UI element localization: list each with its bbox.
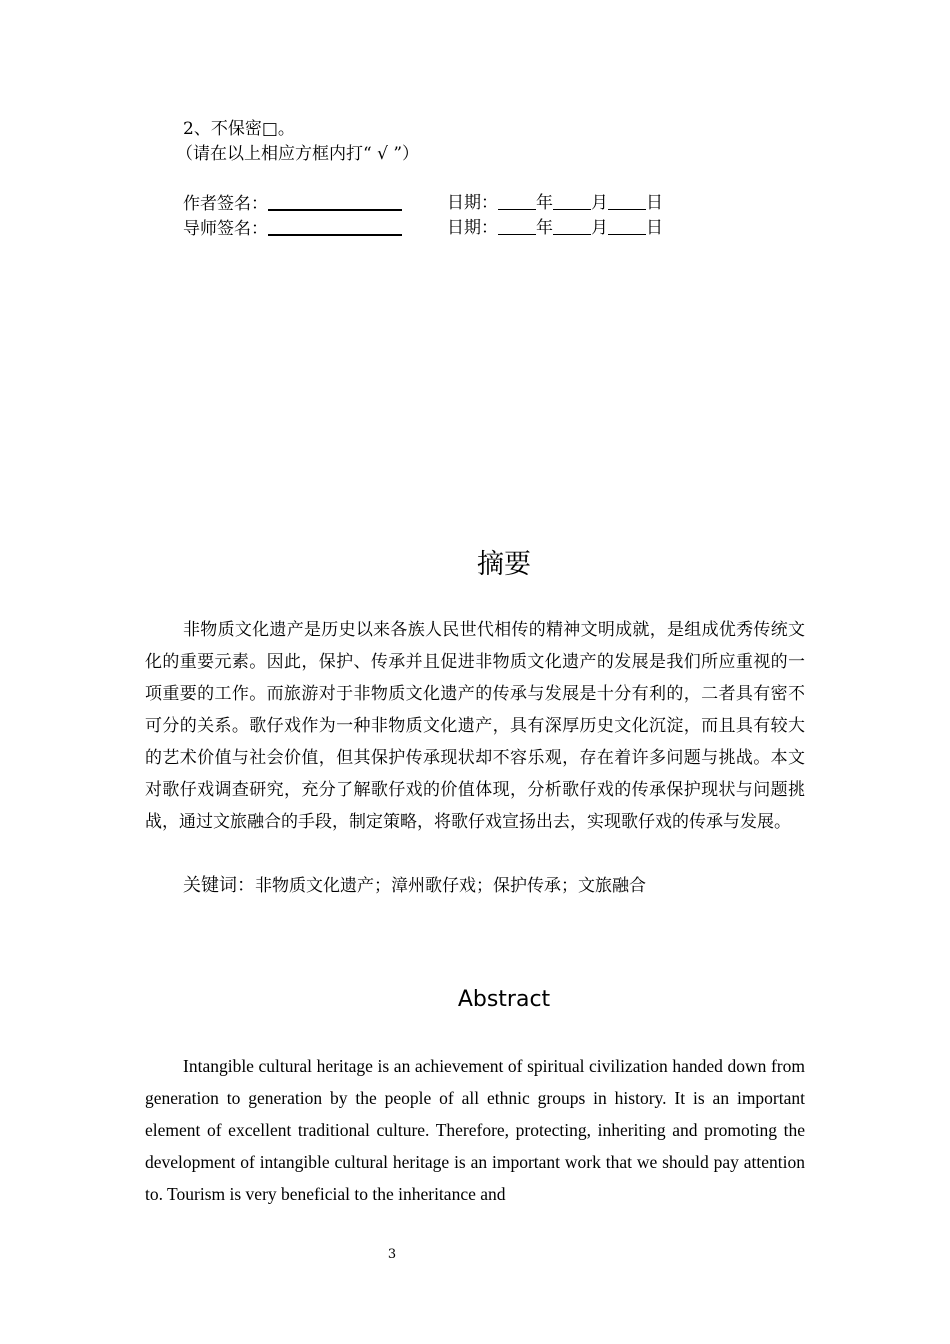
author-year-label: 年 xyxy=(536,193,553,213)
keywords-text: 非物质文化遗产；漳州歌仔戏；保护传承；文旅融合 xyxy=(255,876,646,896)
author-year-field[interactable] xyxy=(498,191,536,210)
supervisor-year-label: 年 xyxy=(536,218,553,238)
supervisor-signature-field[interactable] xyxy=(268,216,402,236)
keywords-line xyxy=(183,870,646,902)
supervisor-signature-row xyxy=(183,216,402,241)
abstract-en-body: Intangible cultural heritage is an achievement of spiritual civilization handed down from generation to generation by the people of all ethnic groups in history. It is an important element of excellent traditional culture. Therefore, protecting, inheriting and promoting the development of intangible cultural heritage is an important work that we should pay attention to. Tourism is very beneficial to the inheritance and xyxy=(145,1056,805,1204)
supervisor-month-label: 月 xyxy=(591,218,608,238)
author-date-row xyxy=(447,191,663,215)
author-month-label: 月 xyxy=(591,193,608,213)
supervisor-date-row xyxy=(447,216,663,240)
supervisor-date-label: 日期： xyxy=(447,218,498,238)
page-number: 3 xyxy=(387,1247,397,1262)
abstract-zh-title: 摘要 xyxy=(477,549,531,580)
author-month-field[interactable] xyxy=(553,191,591,210)
author-signature-field[interactable] xyxy=(268,191,402,211)
author-day-label: 日 xyxy=(646,193,663,213)
author-date-label: 日期： xyxy=(447,193,498,213)
abstract-zh-body: 非物质文化遗产是历史以来各族人民世代相传的精神文明成就，是组成优秀传统文化的重要元素。因此，保护、传承并且促进非物质文化遗产的发展是我们所应重视的一项重要的工作。而旅游对于非物质文化遗产的传承与发展是十分有利的，二者具有密不可分的关系。歌仔戏作为一种非物质文化遗产，具有深厚历史文化沉淀，而且具有较大的艺术价值与社会价值，但其保护传承现状却不容乐观，存在着许多问题与挑战。本文对歌仔戏调查研究，充分了解歌仔戏的价值体现，分析歌仔戏的传承保护现状与问题挑战，通过文旅融合的手段，制定策略，将歌仔戏宣扬出去，实现歌仔戏的传承与发展。 xyxy=(145,620,805,832)
supervisor-signature-label: 导师签名： xyxy=(183,219,268,239)
supervisor-month-field[interactable] xyxy=(553,216,591,235)
author-signature-row xyxy=(183,191,402,216)
supervisor-day-label: 日 xyxy=(646,218,663,238)
keywords-label: 关键词： xyxy=(183,875,255,896)
declaration-option: 2、不保密□。 xyxy=(183,119,295,139)
supervisor-day-field[interactable] xyxy=(608,216,646,235)
supervisor-year-field[interactable] xyxy=(498,216,536,235)
declaration-instruction: （请在以上相应方框内打“ √ ”） xyxy=(176,144,420,164)
author-signature-label: 作者签名： xyxy=(183,194,268,214)
abstract-en-title: Abstract xyxy=(457,987,551,1012)
author-day-field[interactable] xyxy=(608,191,646,210)
